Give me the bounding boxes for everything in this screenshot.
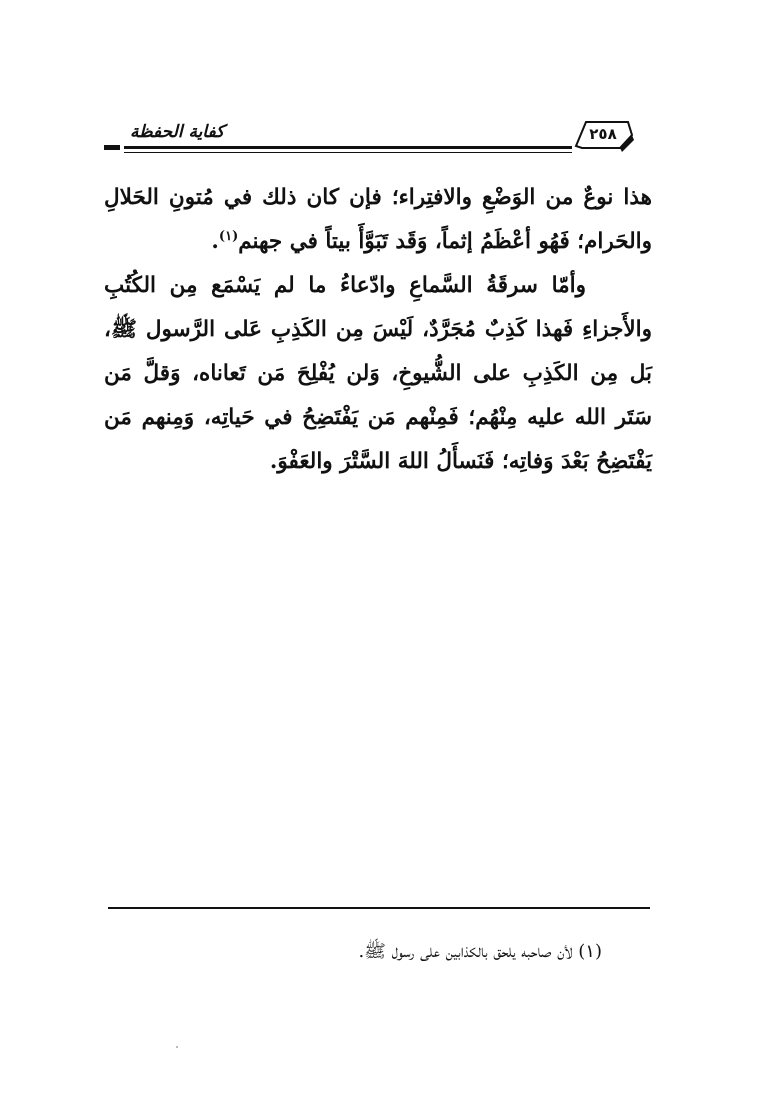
- paragraph-1: [104, 176, 652, 264]
- footnote-separator: [108, 907, 650, 909]
- footnote-reference: (١): [218, 228, 239, 244]
- header-dash: [104, 145, 120, 150]
- running-header: [104, 112, 652, 164]
- page-number: ٢٥٨: [589, 125, 617, 143]
- paragraph-1-text: هذا نوعٌ من الوَضْعِ والافتِراء؛ فإن كان ذلك في مُتونِ الحَلالِ والحَرام؛ فَهُو أعْظَمُ إثماً، وَقَد تَبَوَّأَ بيتاً في جهنم: [104, 185, 652, 254]
- main-text: [104, 176, 652, 484]
- page-number-badge: [572, 118, 634, 152]
- header-rule-thick: [124, 146, 572, 149]
- book-title: كفاية الحفظة: [126, 122, 228, 142]
- header-rule-thin: [124, 152, 572, 153]
- paragraph-1-end: .: [211, 229, 219, 254]
- footnote: [108, 936, 602, 968]
- scan-speck: [176, 1046, 178, 1048]
- footnote-marker: (١): [578, 941, 602, 962]
- footnote-text: لأن صاحبه يلحق بالكذابين على رسول ﷺ.: [358, 941, 573, 962]
- paragraph-2: وأمّا سرقَةُ السَّماعِ وادّعاءُ ما لم يَسْمَع مِن الكُتُبِ والأَجزاءِ فَهذا كَذِبٌ مُجَرَّدٌ، لَيْسَ مِن الكَذِبِ عَلى الرَّسول ﷺ، بَل مِن الكَذِبِ على الشُّيوخِ، وَلن يُفْلِحَ مَن تَعاناه، وَقلَّ مَن سَتَر الله عليه مِنْهُم؛ فَمِنْهم مَن يَفْتَضِحُ في حَياتِه، وَمِنهم مَن يَفْتَضِحُ بَعْدَ وَفاتِه؛ فَنَسأَلُ اللهَ السَّتْرَ والعَفْوَ.: [104, 273, 652, 474]
